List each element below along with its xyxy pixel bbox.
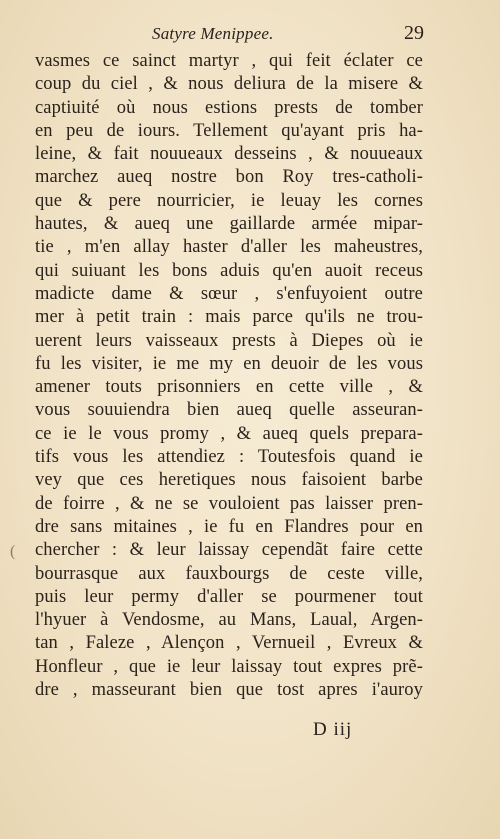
text-line: bourrasque aux fauxbourgs de ceste ville,: [35, 563, 423, 584]
text-line: amener touts prisonniers en cette ville , &: [35, 377, 423, 398]
page-number: 29: [404, 22, 424, 44]
text-line: en peu de iours. Tellement qu'ayant pris ha-: [35, 120, 423, 141]
text-line: mer à petit train : mais parce qu'ils ne trou-: [35, 307, 423, 328]
text-line: dre sans mitaines , ie fu en Flandres pour en: [35, 516, 423, 537]
body-text: [35, 50, 423, 702]
text-line: tan , Faleze , Alençon , Vernueil , Evreux &: [35, 633, 423, 654]
margin-mark: (: [10, 543, 16, 560]
running-title: Satyre Menippee.: [152, 24, 274, 43]
text-line: puis leur permy d'aller se pourmener tout: [35, 586, 423, 607]
text-line: qui suiuant les bons aduis qu'en auoit receus: [35, 260, 423, 281]
text-line: madicte dame & sœur , s'enfuyoient outre: [35, 283, 423, 304]
text-line: ce ie le vous promy , & aueq quels prepara-: [35, 423, 423, 444]
text-line: que & pere nourricier, ie leuay les cornes: [35, 190, 423, 211]
text-line: hautes, & aueq une gaillarde armée mipar-: [35, 214, 423, 235]
text-line: leine, & fait nouueaux desseins , & nouueaux: [35, 144, 423, 165]
text-line: marchez aueq nostre bon Roy tres-catholi-: [35, 167, 423, 188]
text-line: vous souuiendra bien aueq quelle asseuran-: [35, 400, 423, 421]
text-line: de foirre , & ne se vouloient pas laisser pren-: [35, 493, 423, 514]
text-line: dre , masseurant bien que tost apres i'auroy: [35, 680, 423, 701]
signature-mark: D iij: [313, 719, 353, 740]
text-line: vey que ces heretiques nous faisoient barbe: [35, 470, 423, 491]
text-line: tie , m'en allay haster d'aller les maheustres,: [35, 237, 423, 258]
text-line: vasmes ce sainct martyr , qui feit éclater ce: [35, 51, 423, 71]
text-line: l'hyuer à Vendosme, au Mans, Laual, Argen-: [35, 610, 423, 631]
text-line: Honfleur , que ie leur laissay tout expres prẽ-: [35, 656, 423, 677]
text-line: fu les visiter, ie me my en deuoir de les vous: [35, 353, 423, 374]
text-line: coup du ciel , & nous deliura de la misere &: [35, 74, 423, 95]
text-line: captiuité où nous estions prests de tomber: [35, 97, 423, 118]
text-line: uerent leurs vaisseaux prests à Diepes où ie: [35, 330, 423, 351]
text-line: tifs vous les attendiez : Toutesfois quand ie: [35, 447, 423, 468]
text-line: chercher : & leur laissay cependãt faire cette: [35, 540, 423, 561]
page-header: [40, 22, 424, 48]
